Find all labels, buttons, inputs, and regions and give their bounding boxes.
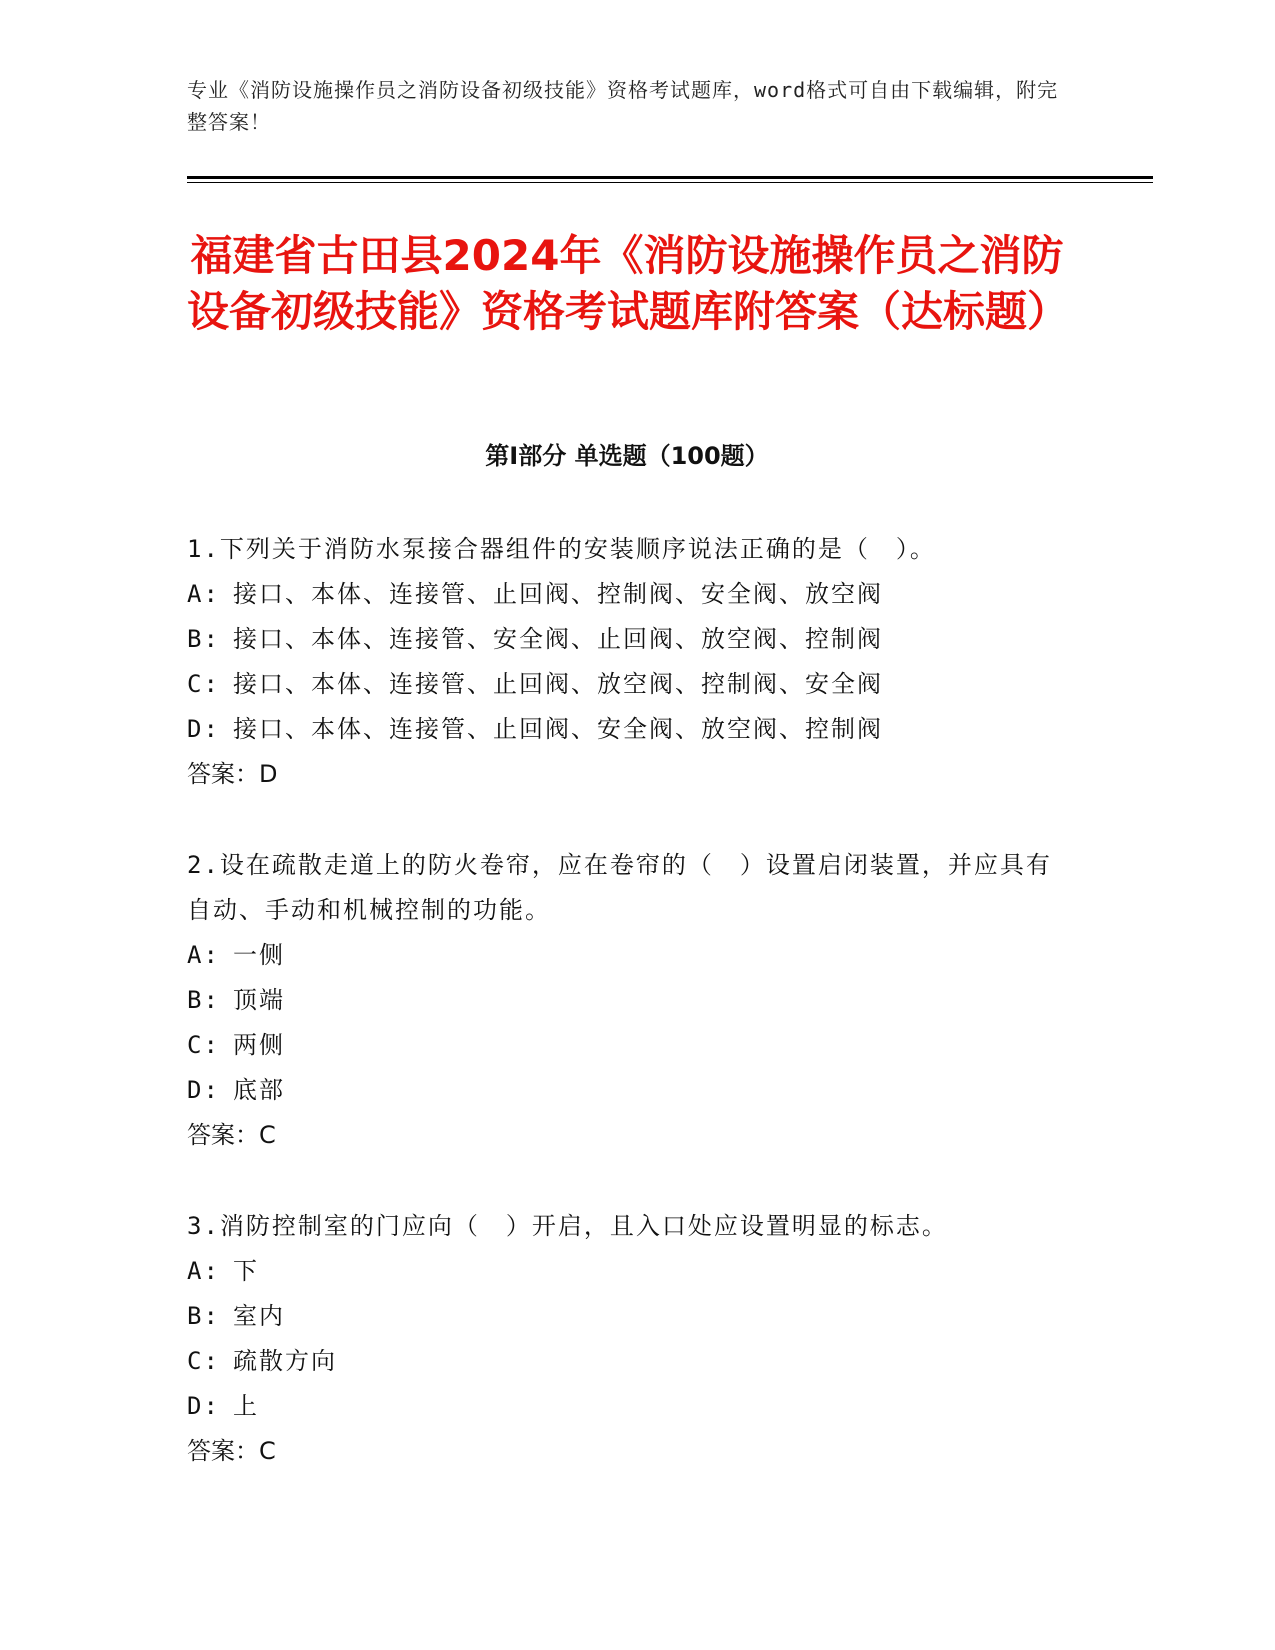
option-key: D: xyxy=(187,1392,220,1420)
answer-line: 答案：C xyxy=(187,1437,276,1465)
option-a xyxy=(187,933,1067,978)
option-text: 下 xyxy=(233,1257,259,1285)
option-text: 疏散方向 xyxy=(233,1347,337,1375)
question-3 xyxy=(187,1204,1067,1474)
answer-line: 答案：C xyxy=(187,1121,276,1149)
question-text: 1.下列关于消防水泵接合器组件的安装顺序说法正确的是（ ）。 xyxy=(187,535,936,563)
header-rule-thin xyxy=(187,182,1153,183)
header-note: 专业《消防设施操作员之消防设备初级技能》资格考试题库，word格式可自由下载编辑，附完整答案！ xyxy=(187,78,1059,134)
option-b xyxy=(187,617,1067,662)
option-text: 两侧 xyxy=(233,1031,285,1059)
header-rule-thick xyxy=(187,176,1153,179)
option-text: 顶端 xyxy=(233,986,285,1014)
option-c xyxy=(187,662,1067,707)
option-text: 接口、本体、连接管、止回阀、放空阀、控制阀、安全阀 xyxy=(233,670,883,698)
option-d xyxy=(187,707,1067,752)
option-key: A: xyxy=(187,1257,220,1285)
question-list xyxy=(187,527,1067,1520)
option-key: D: xyxy=(187,715,220,743)
option-a xyxy=(187,572,1067,617)
option-text: 接口、本体、连接管、安全阀、止回阀、放空阀、控制阀 xyxy=(233,625,883,653)
option-d xyxy=(187,1068,1067,1113)
option-text: 上 xyxy=(233,1392,259,1420)
option-key: B: xyxy=(187,625,220,653)
question-2 xyxy=(187,843,1067,1158)
option-key: B: xyxy=(187,986,220,1014)
option-text: 一侧 xyxy=(233,941,285,969)
option-b xyxy=(187,1294,1067,1339)
question-1 xyxy=(187,527,1067,797)
document-page xyxy=(187,0,1153,1650)
question-text: 2.设在疏散走道上的防火卷帘，应在卷帘的（ ）设置启闭装置，并应具有自动、手动和机械控制的功能。 xyxy=(187,851,1052,924)
option-text: 接口、本体、连接管、止回阀、控制阀、安全阀、放空阀 xyxy=(233,580,883,608)
option-key: C: xyxy=(187,670,220,698)
document-title: 福建省古田县2024年《消防设施操作员之消防设备初级技能》资格考试题库附答案（达标题） xyxy=(187,231,1070,336)
option-key: A: xyxy=(187,580,220,608)
question-text: 3.消防控制室的门应向（ ）开启，且入口处应设置明显的标志。 xyxy=(187,1212,948,1240)
option-c xyxy=(187,1339,1067,1384)
option-key: A: xyxy=(187,941,220,969)
option-key: C: xyxy=(187,1347,220,1375)
option-text: 底部 xyxy=(233,1076,285,1104)
option-text: 接口、本体、连接管、止回阀、安全阀、放空阀、控制阀 xyxy=(233,715,883,743)
option-c xyxy=(187,1023,1067,1068)
option-b xyxy=(187,978,1067,1023)
answer-line: 答案：D xyxy=(187,760,278,788)
option-key: B: xyxy=(187,1302,220,1330)
option-d xyxy=(187,1384,1067,1429)
option-key: C: xyxy=(187,1031,220,1059)
section-title: 第Ⅰ部分 单选题（100题） xyxy=(485,442,769,470)
option-text: 室内 xyxy=(233,1302,285,1330)
option-key: D: xyxy=(187,1076,220,1104)
option-a xyxy=(187,1249,1067,1294)
